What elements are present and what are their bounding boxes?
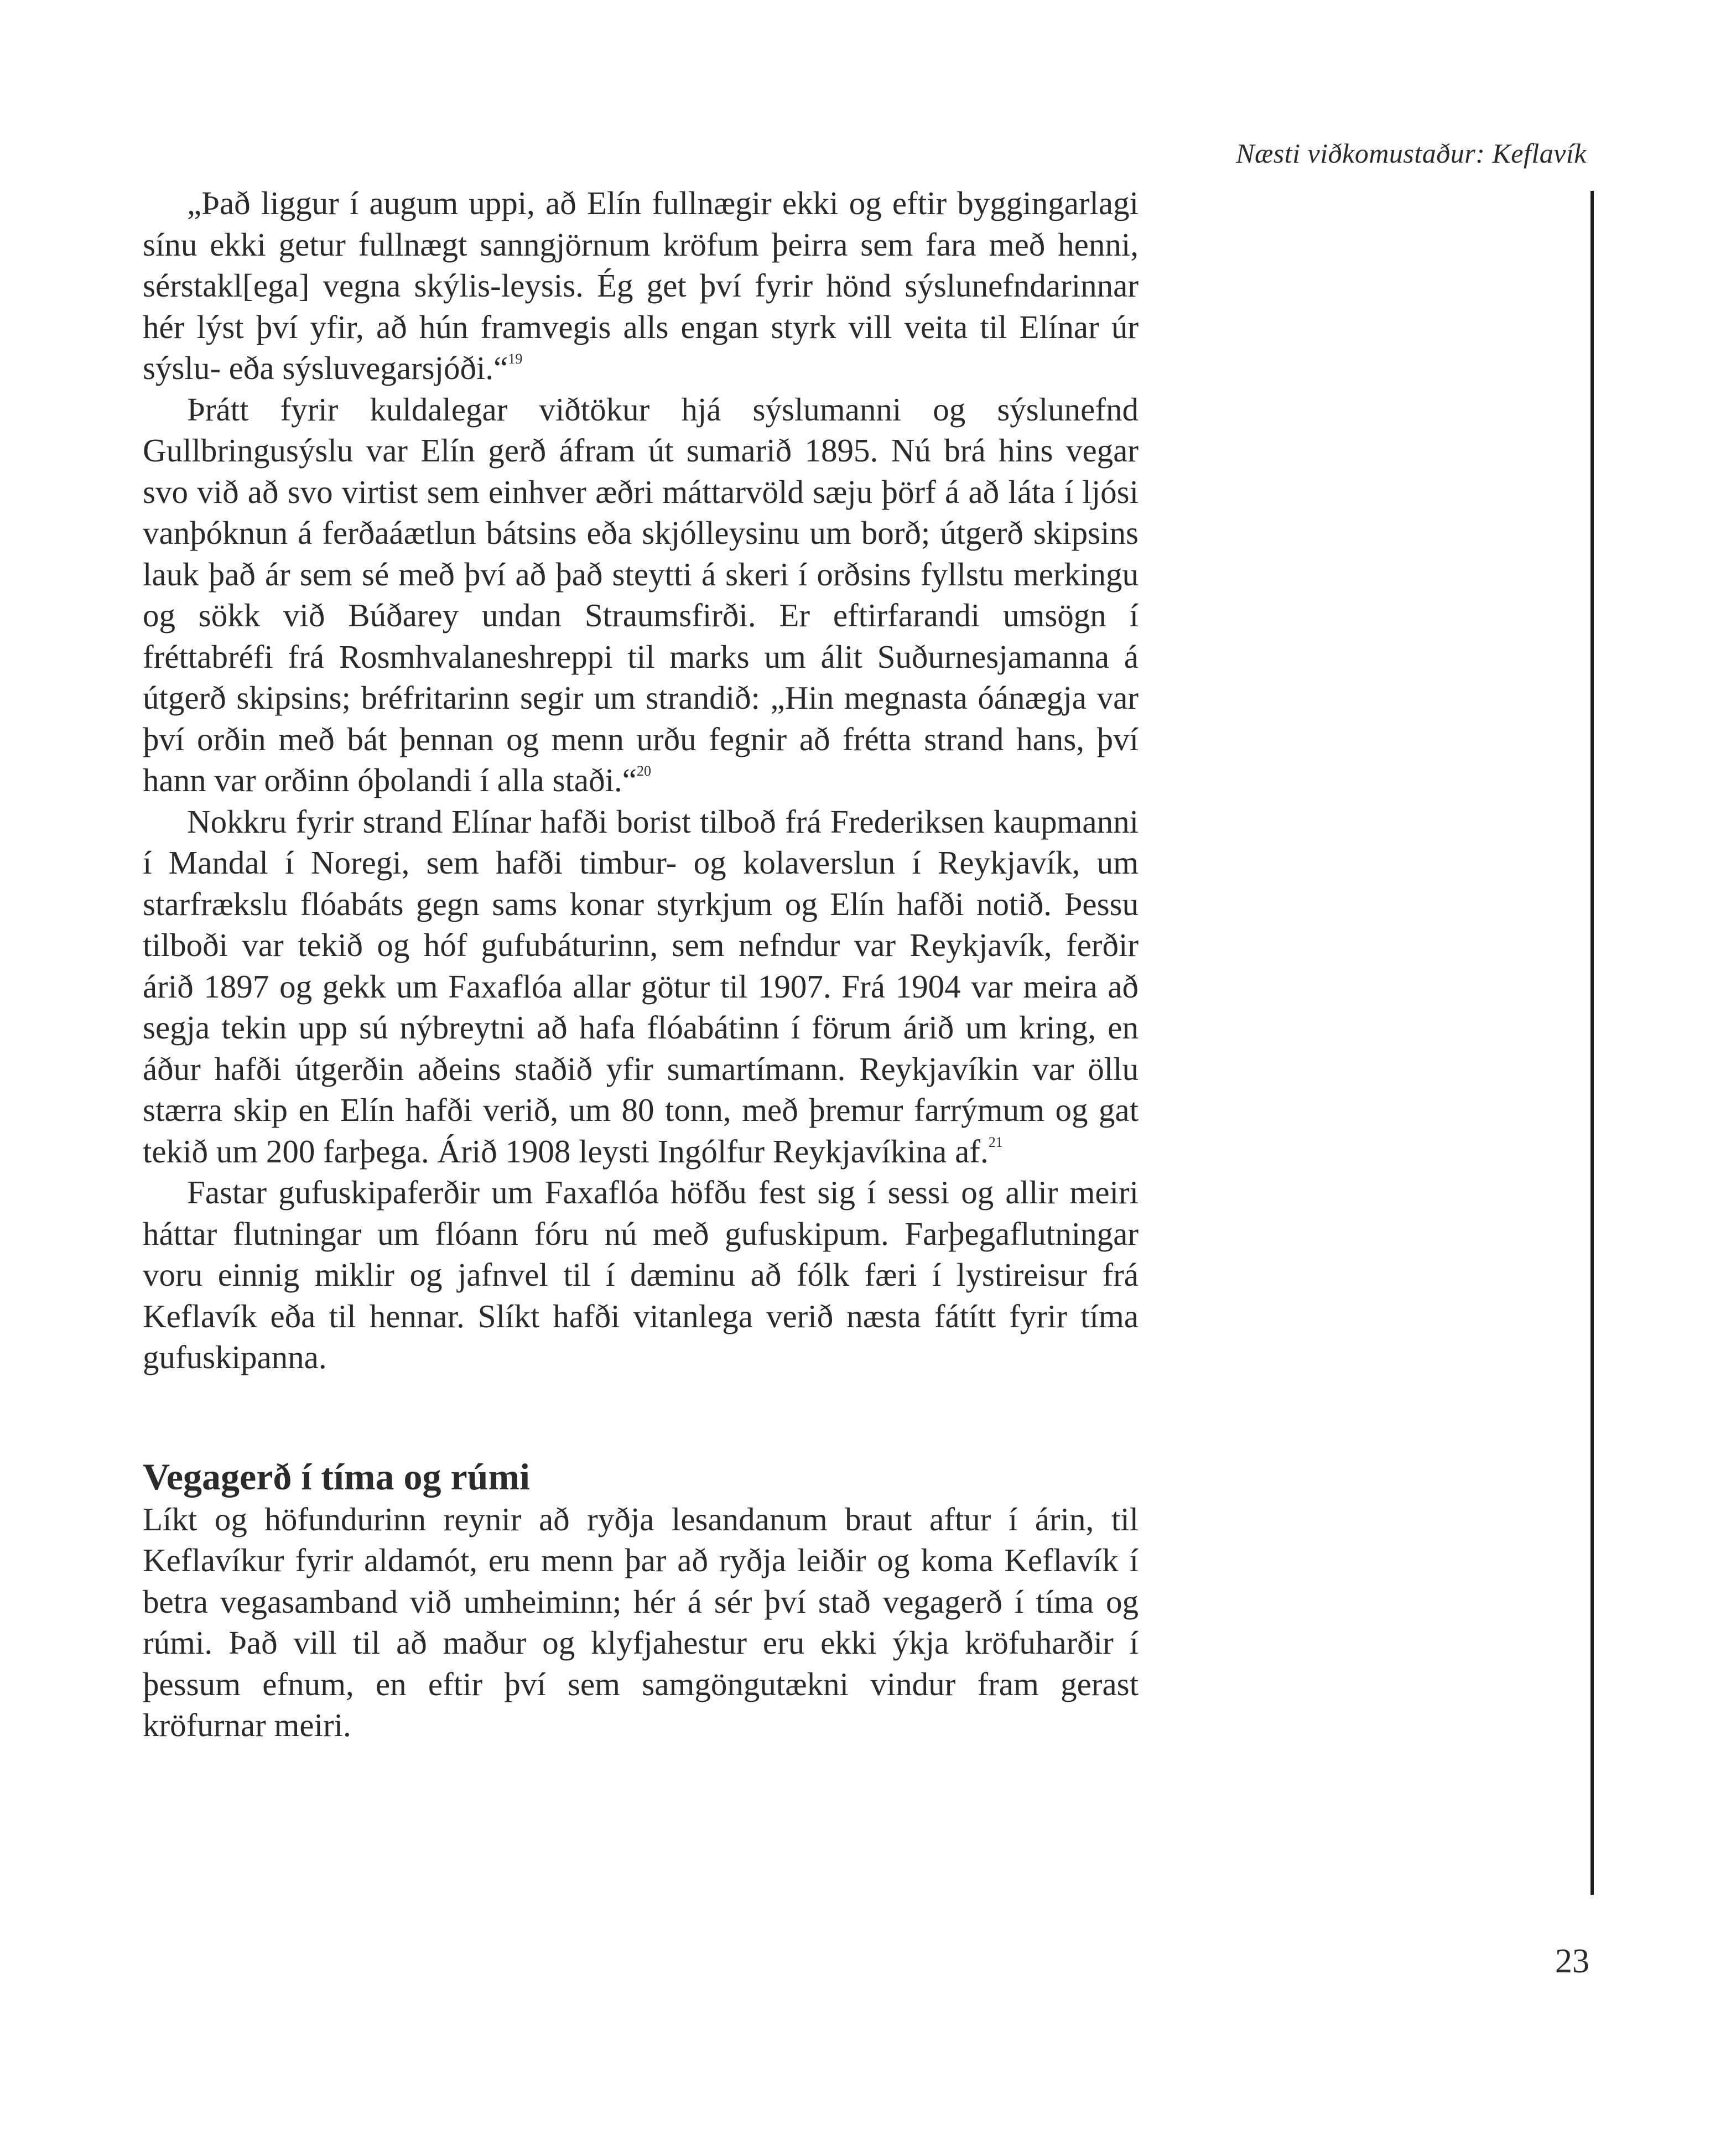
paragraph-text: „Það liggur í augum uppi, að Elín fullnægir ekki og eftir byggingarlagi sínu ekki getur fullnægt sanngjörnum kröfum þeirra sem fara með henni, sérstakl[ega] vegna skýlis-leysis. Ég get því fyrir hönd sýslunefndarinnar hér lýst því yfir, að hún framvegis alls engan styrk vill veita til Elínar úr sýslu- eða sýsluvegarsjóði.“ bbox=[143, 185, 1139, 386]
paragraph bbox=[143, 801, 1139, 1172]
paragraph-text: Nokkru fyrir strand Elínar hafði borist tilboð frá Frederiksen kaupmanni í Mandal í Noregi, sem hafði timbur- og kolaverslun í Reykjavík, um starfrækslu flóabáts gegn sams konar styrkjum og Elín hafði notið. Þessu tilboði var tekið og hóf gufubáturinn, sem nefndur var Reykjavík, ferðir árið 1897 og gekk um Faxaflóa allar götur til 1907. Frá 1904 var meira að segja tekin upp sú nýbreytni að hafa flóabátinn í förum árið um kring, en áður hafði útgerðin aðeins staðið yfir sumartímann. Reykjavíkin var öllu stærra skip en Elín hafði verið, um 80 tonn, með þremur farrýmum og gat tekið um 200 farþega. Árið 1908 leysti Ingólfur Reykjavíkina af. bbox=[143, 803, 1139, 1170]
footnote-ref: 20 bbox=[636, 763, 651, 779]
paragraph bbox=[143, 1172, 1139, 1378]
section-paragraph: Líkt og höfundurinn reynir að ryðja lesandanum braut aftur í árin, til Keflavíkur fyrir aldamót, eru menn þar að ryðja leiðir og koma Keflavík í betra vegasamband við umheiminn; hér á sér því stað vegagerð í tíma og rúmi. Það vill til að maður og klyfjahestur eru ekki ýkja kröfuharðir í þessum efnum, en eftir því sem samgöngutækni vindur fram gerast kröfurnar meiri. bbox=[143, 1500, 1139, 1743]
paragraph-text: Þrátt fyrir kuldalegar viðtökur hjá sýslumanni og sýslunefnd Gullbringusýslu var Elín gerð áfram út sumarið 1895. Nú brá hins vegar svo við að svo virtist sem einhver æðri máttarvöld sæju þörf á að láta í ljósi vanþóknun á ferðaáætlun bátsins eða skjólleysinu um borð; útgerð skipsins lauk það ár sem sé með því að það steytti á skeri í orðsins fyllstu merkingu og sökk við Búðarey undan Straumsfirði. Er eftirfarandi umsögn í fréttabréfi frá Rosmhvalaneshreppi til marks um álit Suðurnesjamanna á útgerð skipsins; bréfritarinn segir um strandið: „Hin megnasta óánægja var því orðin með bát þennan og menn urðu fegnir að frétta strand hans, því hann var orðinn óþolandi í alla staði.“ bbox=[143, 391, 1139, 798]
paragraph-text: Fastar gufuskipaferðir um Faxaflóa höfðu fest sig í sessi og allir meiri háttar flutningar um flóann fóru nú með gufuskipum. Farþegaflutningar voru einnig miklir og jafnvel til í dæminu að fólk færi í lystireisur frá Keflavík eða til hennar. Slíkt hafði vitanlega verið næsta fátítt fyrir tíma gufuskipanna. bbox=[143, 1174, 1139, 1375]
page-number: 23 bbox=[1555, 1942, 1589, 1980]
footnote-ref: 21 bbox=[988, 1134, 1003, 1150]
paragraph-quote bbox=[143, 183, 1139, 389]
footnote-ref: 19 bbox=[508, 351, 523, 367]
paragraph bbox=[143, 389, 1139, 801]
margin-rule bbox=[1591, 191, 1594, 1895]
running-head: Næsti viðkomustaður: Keflavík bbox=[1236, 138, 1587, 169]
section-heading: Vegagerð í tíma og rúmi bbox=[143, 1455, 531, 1498]
text-column bbox=[143, 183, 1139, 1746]
